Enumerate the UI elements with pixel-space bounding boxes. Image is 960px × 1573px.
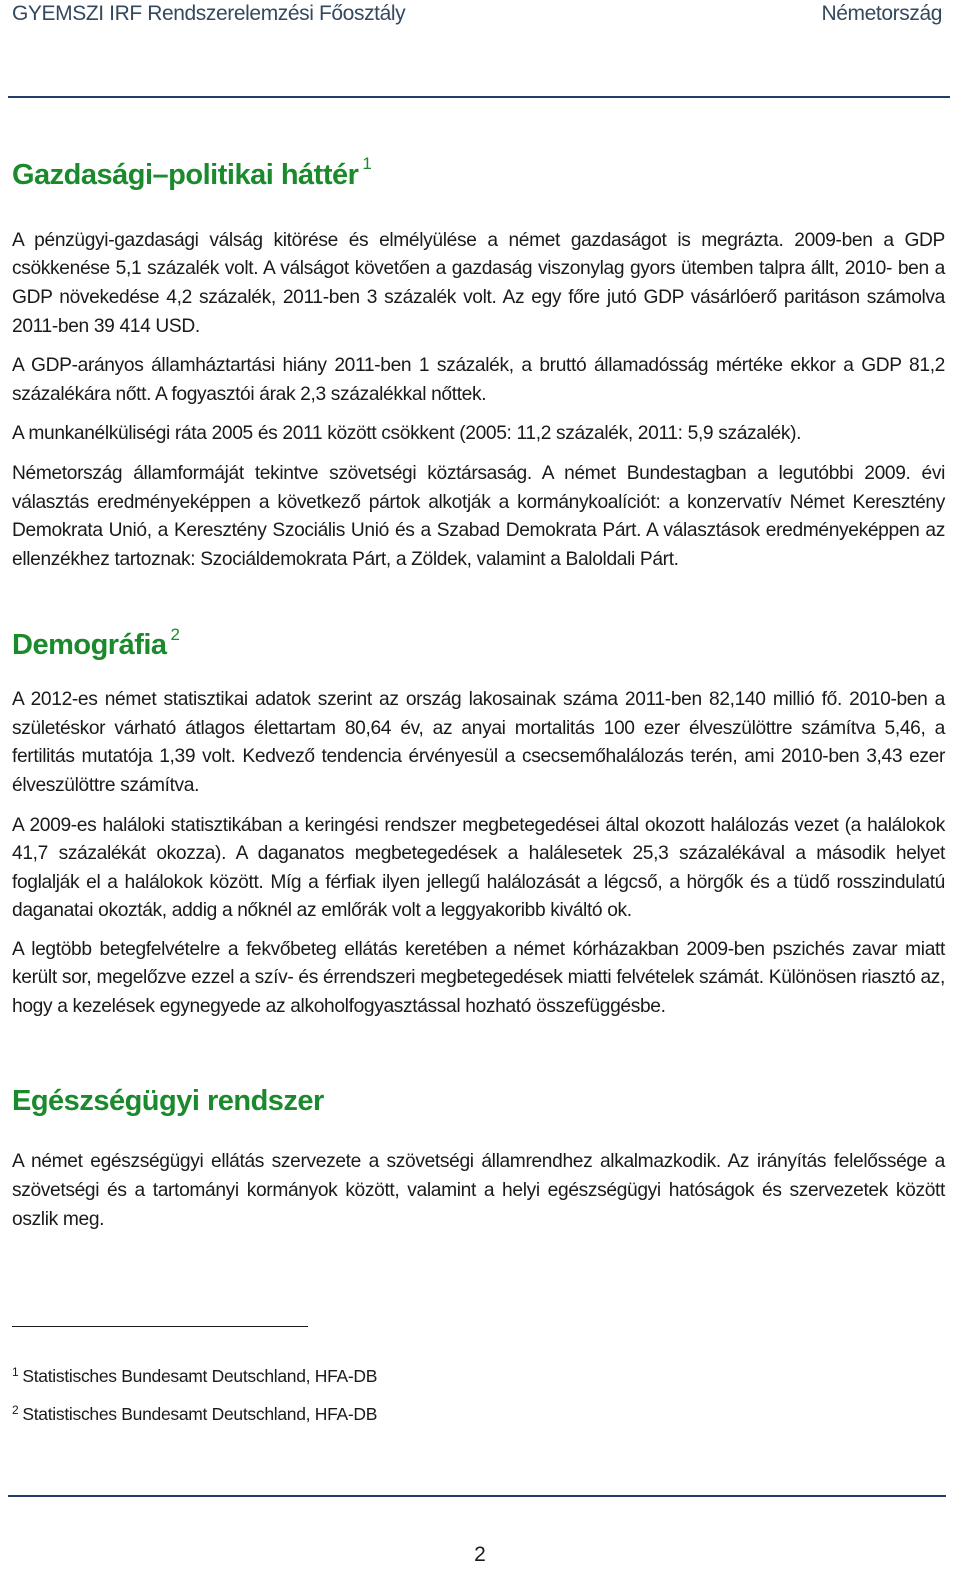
header-organization: GYEMSZI IRF Rendszerelemzési Főosztály <box>12 2 406 25</box>
page-number: 2 <box>474 1543 486 1566</box>
paragraph: A GDP-arányos államháztartási hiány 2011-ben 1 százalék, a bruttó államadósság mértéke ekkor a GDP 81,2 százalékára nőtt. A fogyasztói árak 2,3 százalékkal nőttek. <box>12 355 945 405</box>
paragraph: A 2009-es haláloki statisztikában a keringési rendszer megbetegedései által okozott halálozás vezet (a halálokok 41,7 százalékát okozza). A daganatos megbetegedések a halálesetek 25,3 százalékával a második helyet foglalják el a halálokok között. Míg a férfiak ilyen jellegű halálozását a légcső, a hörgők és a tüdő rosszindulatú daganatai okozták, addig a nőknél az emlőrák volt a leggyakoribb kiváltó ok. <box>12 814 945 922</box>
section-title-text: Demográfia <box>12 629 167 662</box>
paragraph: Németország államformáját tekintve szövetségi köztársaság. A német Bundestagban a legutóbbi 2009. évi választás eredményeképpen a következő pártok alkotják a kormánykoalíciót: a konzervatív Német Keresztény Demokrata Unió, a Keresztény Szociális Unió és a Szabad Demokrata Párt. A választások eredményeképpen az ellenzékhez tartoznak: Szociáldemokrata Párt, a Zöldek, valamint a Baloldali Párt. <box>12 462 945 570</box>
footnote-number: 2 <box>12 1403 19 1417</box>
paragraph: A német egészségügyi ellátás szervezete a szövetségi államrendhez alkalmazkodik. Az irányítás felelőssége a szövetségi és a tartományi kormányok között, valamint a helyi egészségügyi hatóságok és szervezetek között oszlik meg. <box>12 1151 945 1230</box>
page-header <box>12 0 942 34</box>
section-title-text: Gazdasági–politikai háttér <box>12 159 359 191</box>
footnote-text: Statistisches Bundesamt Deutschland, HFA-DB <box>22 1366 378 1386</box>
footnote-1 <box>12 1366 377 1387</box>
section-title-health-system <box>12 1084 945 1119</box>
paragraph: A legtöbb betegfelvételre a fekvőbeteg ellátás keretében a német kórházakban 2009-ben pszichés zavar miatt került sor, megelőzve ezzel a szív- és érrendszeri megbetegedések miatti felvételek számát. Különösen riasztó az, hogy a kezelések egynegyede az alkoholfogyasztással hozható összefüggésbe. <box>12 938 945 1018</box>
paragraph: A 2012-es német statisztikai adatok szerint az ország lakosainak száma 2011-ben 82,140 millió fő. 2010-ben a születéskor várható átlagos élettartam 80,64 év, az anyai mortalitás 100 ezer élveszülöttre számítva 5,46, a fertilitás mutatója 1,39 volt. Kedvező tendencia érvényesül a csecsemőhalálozás terén, ami 2010-ben 3,43 ezer élveszülöttre számítva. <box>12 689 945 796</box>
footer-divider <box>8 1495 946 1497</box>
footnote-text: Statistisches Bundesamt Deutschland, HFA-DB <box>22 1404 378 1424</box>
paragraph: A pénzügyi-gazdasági válság kitörése és elmélyülése a német gazdaságot is megrázta. 2009-ben a GDP csökkenése 5,1 százalék volt. A válságot követően a gazdaság viszonylag gyors ütemben talpra állt, 2010- ben a GDP növekedése 4,2 százalék, 2011-ben 3 százalék volt. Az egy főre jutó GDP vásárlóerő paritáson számolva 2011-ben 39 414 USD. <box>12 229 945 337</box>
section-title-text: Egészségügyi rendszer <box>12 1084 324 1117</box>
section-title-economic-political <box>12 154 945 193</box>
footnote-number: 1 <box>12 1365 19 1379</box>
footnote-2 <box>12 1404 377 1425</box>
document-body <box>12 150 945 1234</box>
paragraph: A munkanélküliségi ráta 2005 és 2011 között csökkent (2005: 11,2 százalék, 2011: 5,9 százalék). <box>12 423 802 445</box>
footnote-separator <box>12 1326 308 1327</box>
footnote-ref-2[interactable]: 2 <box>170 624 180 644</box>
header-country: Németország <box>821 2 942 25</box>
footnote-ref-1[interactable]: 1 <box>362 154 372 174</box>
section-title-demography <box>12 624 945 663</box>
header-divider <box>8 96 950 98</box>
